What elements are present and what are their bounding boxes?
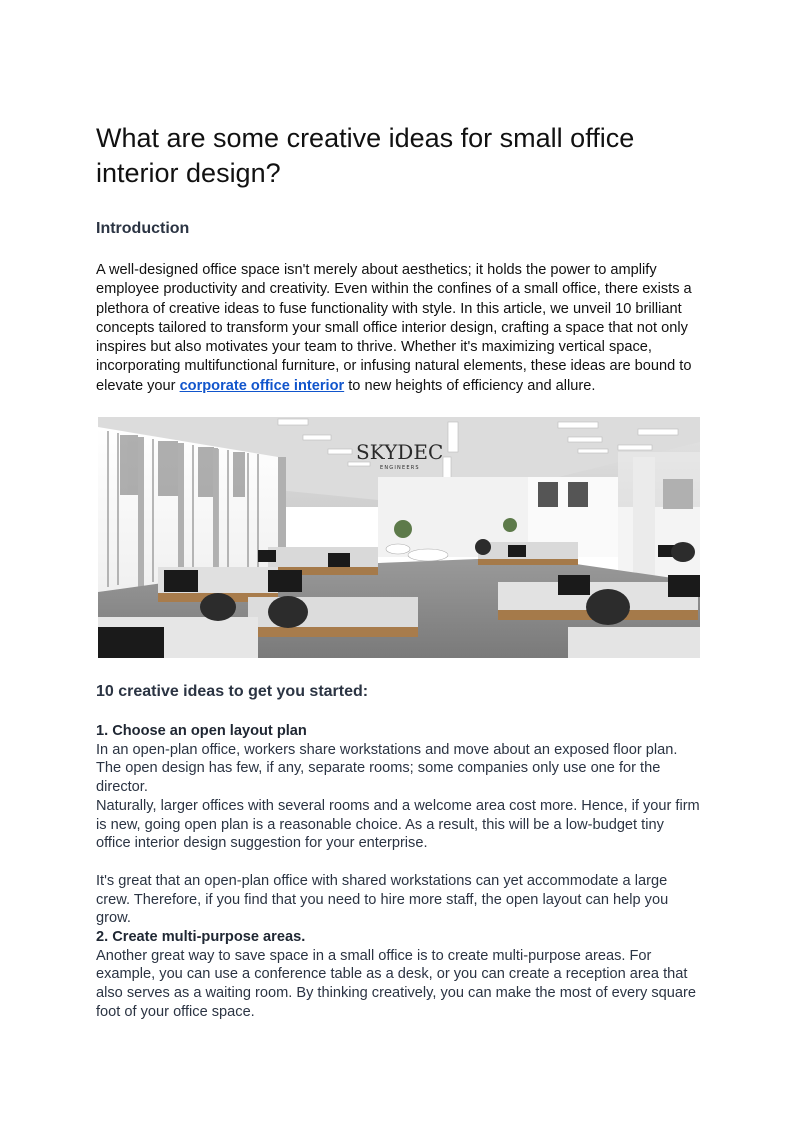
logo-text: SKYDEC xyxy=(356,440,444,464)
ideas-heading: 10 creative ideas to get you started: xyxy=(96,683,369,700)
section-1-paragraph-3: It's great that an open-plan office with shared workstations can yet accommodate a large crew. Therefore, if you find that you need to hire more staff, the open layout can help you grow. xyxy=(96,873,669,927)
corporate-office-interior-link[interactable]: corporate office interior xyxy=(179,377,345,394)
introduction-paragraph xyxy=(96,261,702,396)
logo-subtext: ENGINEERS xyxy=(380,465,420,471)
section-1-heading: 1. Choose an open layout plan xyxy=(96,723,307,739)
section-2-paragraph-1: Another great way to save space in a small office is to create multi-purpose areas. For example, you can use a conference table as a desk, or you can create a reception area that also serves as a waiting room. By thinking creatively, you can make the most of every square foot of your office space. xyxy=(96,947,696,1020)
office-interior-photo xyxy=(98,417,700,658)
section-2 xyxy=(96,928,702,1022)
section-2-heading: 2. Create multi-purpose areas. xyxy=(96,929,306,945)
section-1-paragraph-2: Naturally, larger offices with several rooms and a welcome area cost more. Hence, if your firm is new, going open plan is a reasonable choice. As a result, this will be a low-budget tiny office interior design suggestion for your enterprise. xyxy=(96,798,700,852)
intro-text-before: A well-designed office space isn't merely about aesthetics; it holds the power to amplify employee productivity and creativity. Even within the confines of a small office, there exists a plethora of creative ideas to fuse functionality with style. In this article, we unveil 10 brilliant concepts tailored to transform your small office interior design, crafting a space that not only inspires but also motivates your team to thrive. Whether it's maximizing vertical space, incorporating multifunctional furniture, or infusing natural elements, these ideas are bound to elevate your xyxy=(96,262,692,394)
section-1 xyxy=(96,722,702,797)
section-1-paragraph-1: In an open-plan office, workers share workstations and move about an exposed floor plan. The open design has few, if any, separate rooms; some companies only use one for the director. xyxy=(96,741,678,796)
intro-text-after: to new heights of efficiency and allure. xyxy=(344,377,596,394)
introduction-heading: Introduction xyxy=(96,220,190,237)
article-title: What are some creative ideas for small office interior design? xyxy=(96,123,635,188)
